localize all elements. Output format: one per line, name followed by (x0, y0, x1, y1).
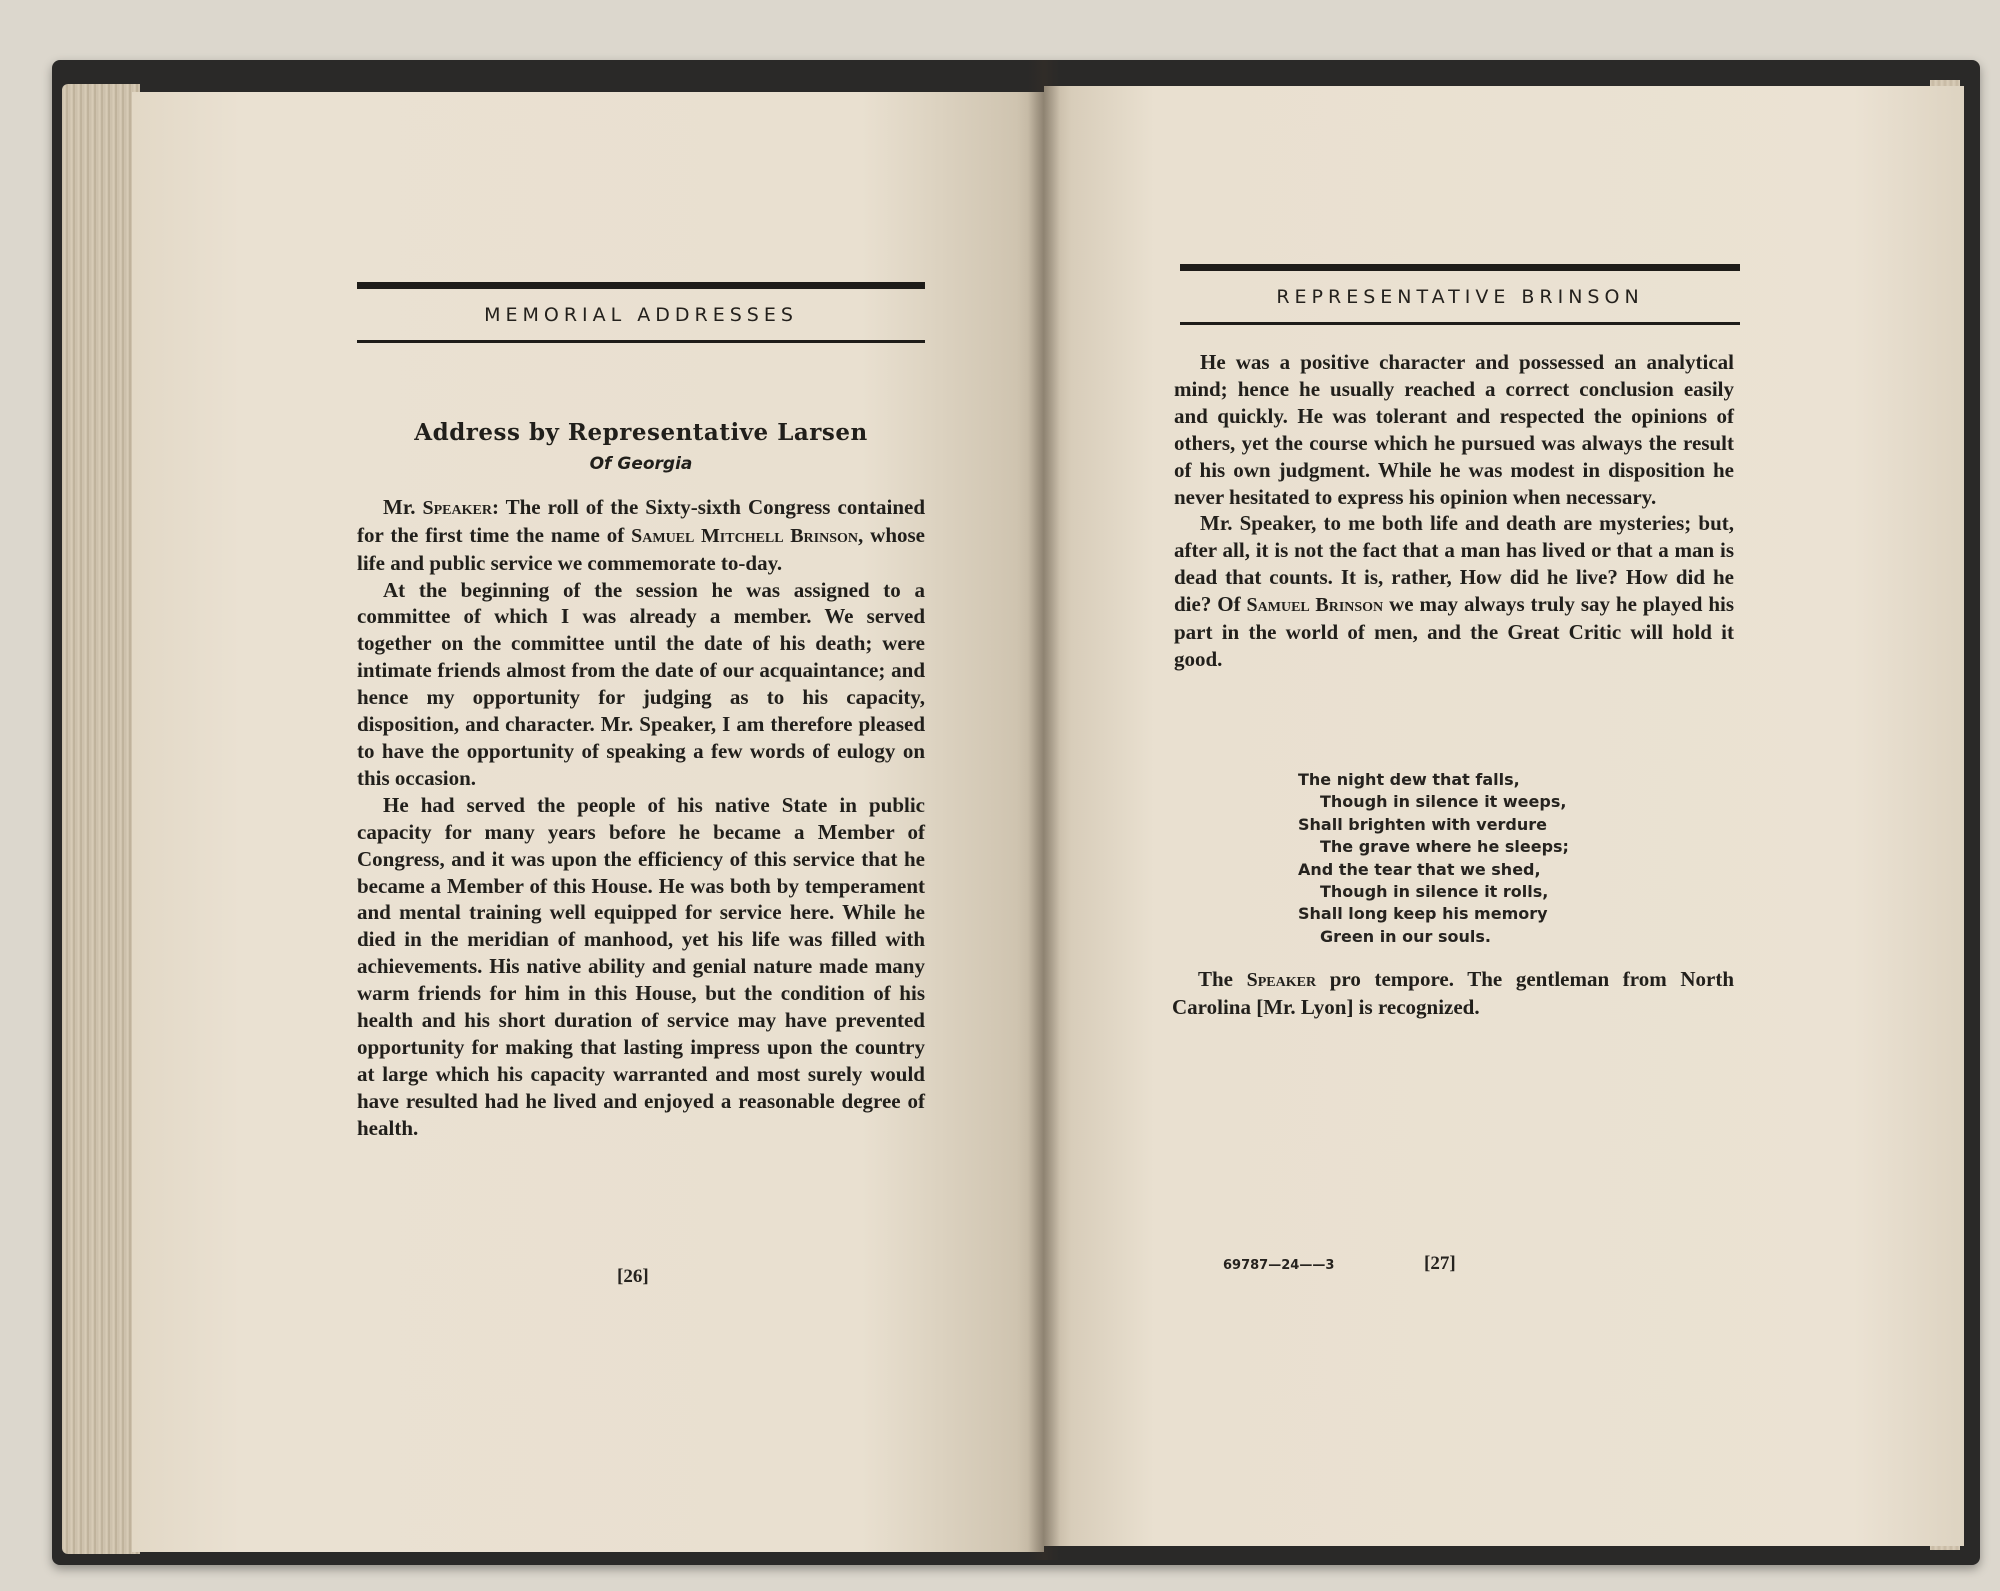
paragraph-1 (357, 494, 925, 577)
left-running-header (357, 282, 925, 343)
right-running-header (1180, 264, 1740, 325)
paragraph-1-text-a: : The roll of the Sixty-sixth Congress contained for the first time the name of (357, 494, 925, 547)
lead-prefix: Mr. (383, 494, 423, 519)
gutter-shadow (1028, 60, 1060, 1560)
page-number-right: [27] (1424, 1253, 1456, 1274)
paragraph-5-text-b: we may always truly say he played his part in the world of men, and the Great Critic will hold it good. (1174, 592, 1735, 671)
poem-line: Shall long keep his memory (1298, 904, 1548, 924)
address-subtitle: Of Georgia (589, 453, 693, 474)
speaker-smallcaps: Speaker (1246, 969, 1317, 991)
poem-line: The grave where he sleeps; (1320, 837, 1569, 857)
poem-line: Though in silence it weeps, (1320, 792, 1567, 812)
speaker-smallcaps: Speaker (422, 496, 492, 519)
poem-line: Shall brighten with verdure (1298, 814, 1548, 834)
header-rule-top (1180, 264, 1740, 271)
header-rule-bottom (357, 340, 925, 343)
poem-line: And the tear that we shed, (1298, 859, 1541, 879)
poem-line: Green in our souls. (1320, 926, 1491, 946)
header-rule-top (357, 282, 925, 289)
page-edges-left (62, 84, 140, 1554)
paragraph-3: He had served the people of his native State in public capacity for many years before he became a Member of Congress, and it was upon the efficiency of this service that he became a Member of this House. He was both by temperament and mental training well equipped for service here. While he died in the meridian of manhood, yet his life was filled with achievements. His native ability and genial nature made many warm friends for him in this House, but the condition of his health and his short duration of service may have prevented opportunity for making that lasting impress upon the country at large which his capacity warranted and most surely would have resulted had he lived and enjoyed a reasonable degree of health. (357, 792, 925, 1140)
paragraph-5 (1174, 510, 1734, 672)
poem-line: Though in silence it rolls, (1320, 882, 1549, 902)
paragraph-5-text-a: Mr. Speaker, to me both life and death are mysteries; but, after all, it is not the fact that a man has lived or that a man is dead that counts. It is, rather, How did he live? How did he die? Of (1174, 511, 1734, 617)
running-head-right: REPRESENTATIVE BRINSON (1276, 286, 1644, 308)
paragraph-4: He was a positive character and possessed an analytical mind; hence he usually reached a correct conclusion easily and quickly. He was tolerant and respected the opinions of others, yet the course which he pursued was always the result of his own judgment. While he was modest in disposition he never hesitated to express his opinion when necessary. (1174, 350, 1734, 509)
name-smallcaps: Samuel Mitchell Brinson (631, 524, 858, 547)
paragraph-2: At the beginning of the session he was assigned to a committee of which I was already a member. We served together on the committee until the date of his death; were intimate friends almost from the date of our acquaintance; and hence my opportunity for judging as to his capacity, disposition, and character. Mr. Speaker, I am therefore pleased to have the opportunity of speaking a few words of eulogy on this occasion. (357, 577, 925, 790)
header-rule-bottom (1180, 322, 1740, 325)
name-smallcaps: Samuel Brinson (1246, 594, 1384, 617)
right-text-column (1174, 349, 1734, 673)
print-note: 69787—24——3 (1223, 1258, 1335, 1273)
left-text-column (357, 420, 925, 1142)
closing-body: pro tempore. The gentleman from North Carolina [Mr. Lyon] is recognized. (1172, 967, 1734, 1019)
page-number-left: [26] (617, 1266, 649, 1287)
closing-prefix: The (1198, 967, 1247, 991)
running-head-left: MEMORIAL ADDRESSES (484, 304, 798, 326)
closing-text (1172, 966, 1734, 1021)
poem (1298, 769, 1569, 948)
poem-line: The night dew that falls, (1298, 770, 1520, 789)
paragraph-1-text-b: , whose life and public service we commemorate to-day. (357, 522, 925, 575)
address-title: Address by Representative Larsen (414, 419, 868, 446)
closing-paragraph (1172, 966, 1734, 1021)
